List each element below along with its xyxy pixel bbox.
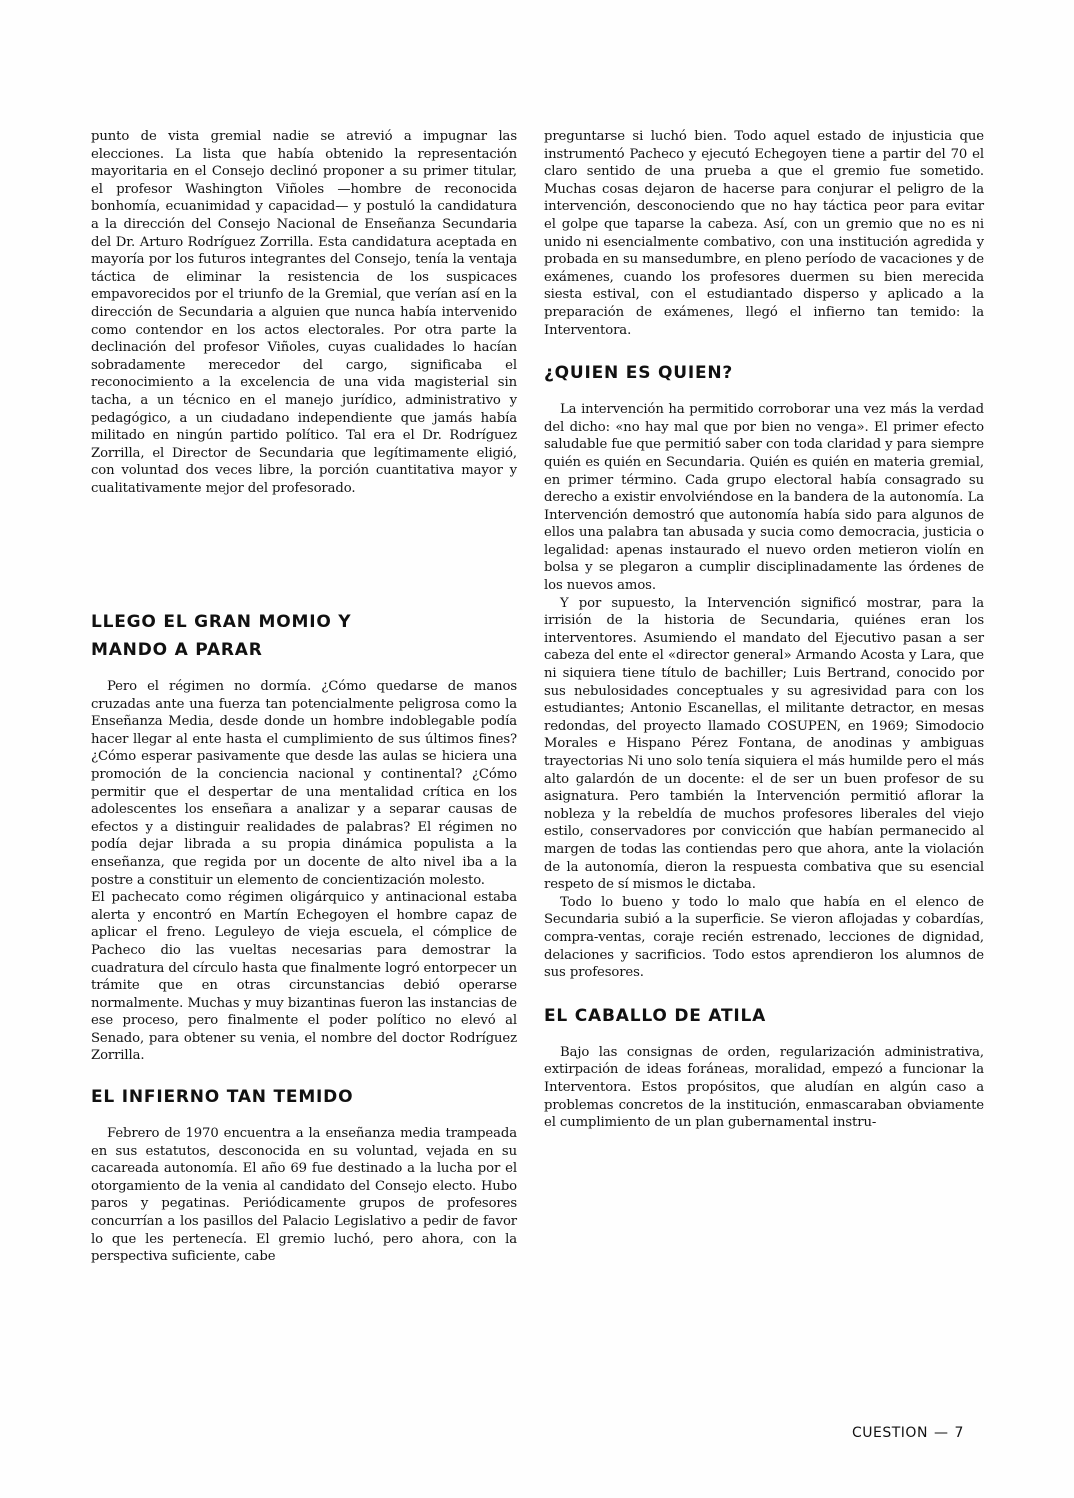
body-paragraph: La intervención ha permitido corroborar una vez más la verdad del dicho: «no hay mal que por bien no venga». El primer efecto saludable fue que permitió saber con toda claridad y para siempre quién es quién en Secundaria. Quién es quién en materia gremial, en primer término. Cada grupo electoral había consagrado su derecho a existir envolviéndose en la bandera de la autonomía. La Intervención demostró que autonomía había sido para algunos de ellos una palabra tan abusada y sucia como democracia, justicia o legalidad: apenas instaurado el nuevo orden metieron violín en bolsa y se plegaron a cumplir disciplinadamente las órdenes de los nuevos amos.: [544, 402, 984, 594]
section-heading: LLEGO EL GRAN MOMIO Y MANDO A PARAR: [91, 612, 352, 660]
body-paragraph: punto de vista gremial nadie se atrevió a impugnar las elecciones. La lista que había obtenido la representación mayoritaria en el Consejo declinó proponer a su primer titular, el profesor Washington Viñoles —hombre de reconocida bonhomía, ecuanimidad y capacidad— y postuló la candidatura a la dirección del Consejo Nacional de Enseñanza Secundaria del Dr. Arturo Rodríguez Zorrilla. Esta candidatura aceptada en mayoría por los futuros integrantes del Consejo, tenía la ventaja táctica de eliminar la resistencia de los suspicaces empavorecidos por el triunfo de la Gremial, que verían así en la dirección de Secundaria a alguien que nunca había intervenido como contendor en los actos electorales. Por otra parte la declinación del profesor Viñoles, cuyas cualidades lo hacían sobradamente merecedor del cargo, significaba el reconocimiento a la excelencia de una vida magisterial sin tacha, a un técnico en el manejo jurídico, administrativo y pedagógico, a un ciudadano independiente que jamás había militado en ningún partido político. Tal era el Dr. Rodríguez Zorrilla, el Director de Secundaria que legítimamente eligió, con voluntad dos veces libre, la porción cuantitativa mayor y cualitativamente mejor del profesorado.: [91, 129, 517, 496]
body-paragraph: Todo lo bueno y todo lo malo que había en el elenco de Secundaria subió a la superficie. Se vieron aflojadas y cobardías, compra-ventas, coraje recién estrenado, lecciones de dignidad, delaciones y sacrificios. Todo estos aprendieron los alumnos de sus profesores.: [544, 894, 984, 981]
body-paragraph: El pachecato como régimen oligárquico y antinacional estaba alerta y encontró en Martín Echegoyen el hombre capaz de aplicar el freno. Leguleyo de vieja escuela, el cómplice de Pacheco dio las vueltas necesarias para demostrar la cuadratura del círculo hasta que finalmente logró entorpecer un trámite que en otras circunstancias debió operarse normalmente. Muchas y muy bizantinas fueron las instancias de ese proceso, pero finalmente el poder político no elevó al Senado, para obtener su venia, el nombre del doctor Rodríguez Zorrilla.: [91, 890, 517, 1064]
section-heading: EL CABALLO DE ATILA: [544, 1005, 767, 1026]
section-heading: EL INFIERNO TAN TEMIDO: [91, 1087, 354, 1108]
body-paragraph: Bajo las consignas de orden, regularización administrativa, extirpación de ideas foráneas, moralidad, empezó a funcionar la Interventora. Estos propósitos, que aludían en algún caso a problemas concretos de la institución, enmascaraban obviamente el cumplimiento de un plan gubernamental instru-: [544, 1044, 984, 1131]
right-column: [544, 128, 984, 1132]
body-paragraph: preguntarse si luchó bien. Todo aquel estado de injusticia que instrumentó Pacheco y ejecutó Echegoyen tiene a partir del 70 el claro sentido de una prueba a que el gremio fue sometido. Muchas cosas dejaron de hacerse para conjurar el peligro de la intervención, desconociendo que no hay táctica peor para evitar el golpe que taparse la cabeza. Así, con un gremio que no es ni unido ni esencialmente combativo, con una institución agredida y probada en su mansedumbre, en pleno período de vacaciones y de exámenes, cuando los profesores duermen su bien merecida siesta estival, con el estudiantado disperso y aplicado a la preparación de exámenes, llegó el infierno tan temido: la Interventora.: [544, 129, 984, 338]
page-footer: [852, 1425, 964, 1441]
body-paragraph: Pero el régimen no dormía. ¿Cómo quedarse de manos cruzadas ante una fuerza tan potencialmente peligrosa como la Enseñanza Media, desde donde un hombre indoblegable podía hacer llegar al ente hasta el cumplimiento de sus últimos fines? ¿Cómo esperar pasivamente que desde las aulas se hiciera una promoción de la conciencia nacional y continental? ¿Cómo permitir que el despertar de una mentalidad crítica en los adolescentes los enseñara a analizar y a separar causas de efectos y a distinguir realidades de palabras? El régimen no podía dejar librada a su propia dinámica populista a la enseñanza, que regida por un docente de alto nivel iba a la postre a constituir un elemento de concientización molesto.: [91, 679, 517, 888]
footer-separator: —: [933, 1425, 949, 1441]
page-number: 7: [954, 1425, 964, 1441]
section-heading: ¿QUIEN ES QUIEN?: [544, 363, 734, 384]
body-paragraph: Febrero de 1970 encuentra a la enseñanza media trampeada en sus estatutos, desconocida en su voluntad, vejada en su cacareada autonomía. El año 69 fue destinado a la lucha por el otorgamiento de la venia al candidato del Consejo electo. Hubo paros y pegatinas. Periódicamente grupos de profesores concurrían a los pasillos del Palacio Legislativo a pedir de favor lo que les pertenecía. El gremio luchó, pero ahora, con la perspectiva suficiente, cabe: [91, 1126, 517, 1265]
publication-name: CUESTION: [852, 1425, 928, 1441]
body-paragraph: Y por supuesto, la Intervención significó mostrar, para la irrisión de la historia de Secundaria, quiénes eran los interventores. Asumiendo el mandato del Ejecutivo pasan a ser cabeza del ente el «director general» Armando Acosta y Lara, que ni siquiera tiene título de bachiller; Luis Bertrand, conocido por sus nebulosidades conceptuales y su agresividad para con los estudiantes; Antonio Escanellas, el militante detractor, en mesas redondas, del proyecto llamado COSUPEN, en 1969; Simodocio Morales e Hispano Pérez Fontana, de anodinas y ambiguas trayectorias Ni uno solo tenía siquiera el más humilde pero el más alto galardón de un docente: el de ser un buen profesor de su asignatura. Pero también la Intervención permitió aflorar la nobleza y la rebeldía de muchos profesores liberales del viejo estilo, conservadores por convicción que habían permanecido al margen de todas las contiendas pero que ahora, ante la violación de la autonomía, dieron la respuesta combativa que su esencial respeto de sí mismos le dictaba.: [544, 595, 984, 893]
left-column: [91, 128, 517, 1266]
